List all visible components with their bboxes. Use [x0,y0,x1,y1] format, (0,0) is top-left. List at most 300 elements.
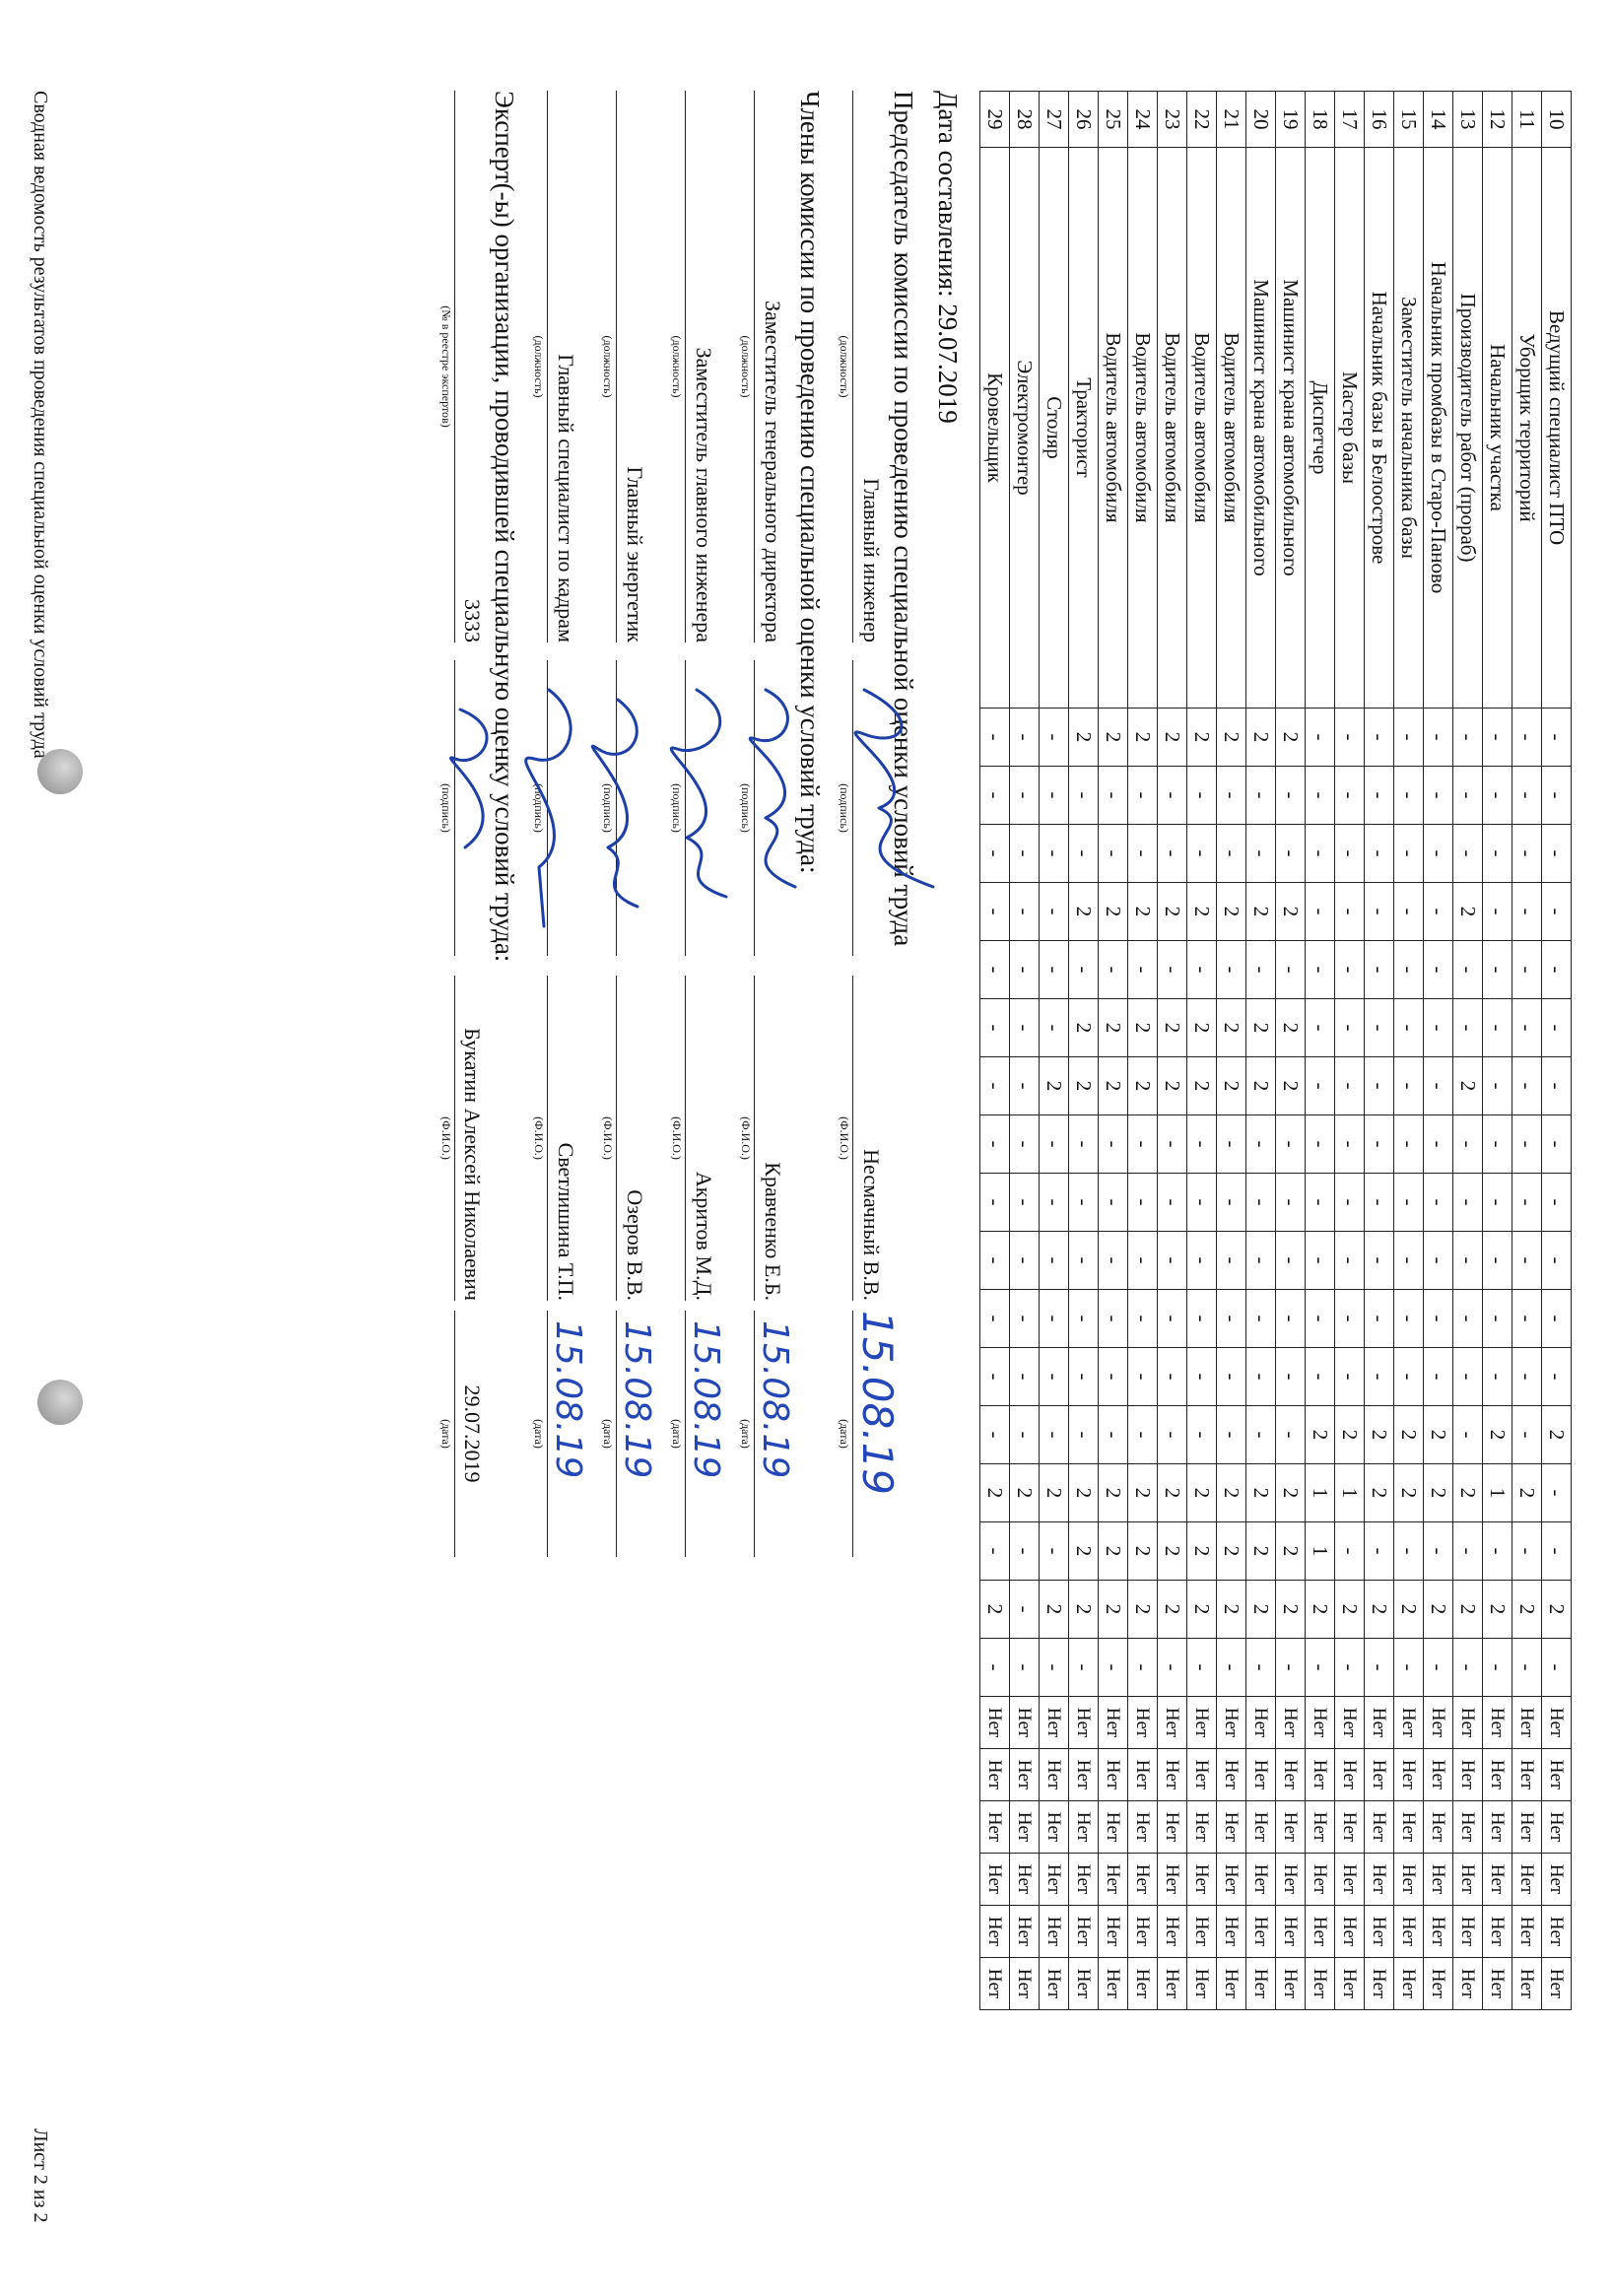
factor-class-cell: - [1365,1115,1394,1174]
guarantee-cell: Нет [1187,1749,1217,1801]
caption-position: (должность) [670,335,684,398]
factor-class-cell: 2 [1128,1522,1158,1581]
guarantee-cell: Нет [1217,1801,1246,1854]
guarantee-cell: Нет [1542,1906,1572,1958]
factor-class-cell: - [1483,767,1512,825]
guarantee-cell: Нет [1246,1801,1276,1854]
chairman-fio: Несмачный В.В. [859,1149,884,1301]
row-number: 22 [1187,92,1217,148]
factor-class-cell: 2 [1217,1522,1246,1581]
factor-class-cell: 2 [1069,709,1099,767]
guarantee-cell: Нет [1040,1958,1069,2010]
member-date: 15.08.19 [755,1320,795,1479]
workplace-name: Столяр [1040,148,1069,709]
member-fio: Озеров В.В. [623,1189,647,1301]
guarantee-cell: Нет [1276,1958,1306,2010]
guarantee-cell: Нет [1069,1801,1099,1854]
factor-class-cell: - [1246,941,1276,999]
guarantee-cell: Нет [1453,1906,1483,1958]
factor-class-cell: - [1217,1348,1246,1406]
guarantee-cell: Нет [1453,1749,1483,1801]
caption-fio: (Ф.И.О.) [739,1116,753,1160]
factor-class-cell: - [1306,709,1335,767]
factor-class-cell: - [1217,1174,1246,1232]
factor-class-cell: - [1306,825,1335,883]
factor-class-cell: - [1483,1290,1512,1348]
guarantee-cell: Нет [1424,1801,1453,1854]
factor-class-cell: - [1128,1639,1158,1697]
factor-class-cell: - [1069,1290,1099,1348]
member-date: 15.08.19 [617,1320,657,1479]
guarantee-cell: Нет [1010,1697,1040,1749]
guarantee-cell: Нет [1453,1854,1483,1906]
row-number: 13 [1453,92,1483,148]
factor-class-cell: 2 [1365,1406,1394,1464]
factor-class-cell: - [1246,1348,1276,1406]
row-number: 15 [1394,92,1424,148]
caption-fio: (Ф.И.О.) [532,1116,546,1160]
factor-class-cell: - [1276,1290,1306,1348]
caption-signature: (подпись) [838,783,851,833]
factor-class-cell: 2 [1099,999,1128,1057]
guarantee-cell: Нет [1246,1906,1276,1958]
factor-class-cell: 2 [1187,1522,1217,1581]
factor-class-cell: 2 [1394,1406,1424,1464]
factor-class-cell: - [1306,1348,1335,1406]
guarantee-cell: Нет [1365,1697,1394,1749]
factor-class-cell: - [1246,1174,1276,1232]
factor-class-cell: - [1365,1639,1394,1697]
factor-class-cell: 2 [1187,1057,1217,1115]
factor-class-cell: - [1040,883,1069,941]
row-number: 12 [1483,92,1512,148]
workplace-name: Начальник участка [1483,148,1512,709]
factor-class-cell: 2 [1424,1581,1453,1639]
row-number: 17 [1335,92,1365,148]
factor-class-cell: - [1542,883,1572,941]
factor-class-cell: - [1365,1057,1394,1115]
factor-class-cell: - [1158,1406,1187,1464]
factor-class-cell: - [1128,1348,1158,1406]
row-number: 29 [980,92,1010,148]
member-position: Заместитель главного инженера [692,347,716,642]
factor-class-cell: - [1217,1115,1246,1174]
factor-class-cell: - [1128,1174,1158,1232]
factor-class-cell: - [1276,825,1306,883]
factor-class-cell: - [1365,767,1394,825]
factor-class-cell: - [1335,1290,1365,1348]
factor-class-cell: - [980,709,1010,767]
factor-class-cell: - [980,767,1010,825]
row-number: 20 [1246,92,1276,148]
factor-class-cell: - [1453,1522,1483,1581]
guarantee-cell: Нет [1394,1801,1424,1854]
workplace-name: Водитель автомобиля [1158,148,1187,709]
row-number: 27 [1040,92,1069,148]
guarantee-cell: Нет [1099,1697,1128,1749]
factor-class-cell: - [980,1290,1010,1348]
factor-class-cell: - [1099,1290,1128,1348]
factor-class-cell: - [1099,1115,1128,1174]
factor-class-cell: - [1453,1174,1483,1232]
factor-class-cell: 2 [1158,1057,1187,1115]
guarantee-cell: Нет [1128,1854,1158,1906]
row-number: 25 [1099,92,1128,148]
factor-class-cell: - [1453,1115,1483,1174]
factor-class-cell: - [1010,1639,1040,1697]
factor-class-cell: 2 [1187,1581,1217,1639]
factor-class-cell: - [1099,941,1128,999]
factor-class-cell: - [1542,1290,1572,1348]
guarantee-cell: Нет [1365,1854,1394,1906]
factor-class-cell: - [1424,999,1453,1057]
factor-class-cell: - [1542,1639,1572,1697]
factor-class-cell: - [1069,1115,1099,1174]
guarantee-cell: Нет [1128,1958,1158,2010]
guarantee-cell: Нет [1158,1801,1187,1854]
factor-class-cell: - [1335,1522,1365,1581]
factor-class-cell: - [1306,1057,1335,1115]
factor-class-cell: 2 [1246,709,1276,767]
factor-class-cell: 2 [1128,999,1158,1057]
factor-class-cell: - [1512,1057,1542,1115]
guarantee-cell: Нет [1128,1697,1158,1749]
factor-class-cell: - [1512,941,1542,999]
guarantee-cell: Нет [1246,1697,1276,1749]
factor-class-cell: - [1512,883,1542,941]
chairman-heading: Председатель комиссии по проведению специальной оценки условий труда [889,91,918,947]
workplace-name: Начальник базы в Белоострове [1365,148,1394,709]
factor-class-cell: - [1512,1174,1542,1232]
factor-class-cell: - [1069,1174,1099,1232]
guarantee-cell: Нет [1158,1906,1187,1958]
factor-class-cell: - [1187,1290,1217,1348]
factor-class-cell: 2 [1276,709,1306,767]
factor-class-cell: - [1010,709,1040,767]
workplace-name: Машинист крана автомобильного [1246,148,1276,709]
guarantee-cell: Нет [1306,1958,1335,2010]
factor-class-cell: 2 [1040,1464,1069,1522]
guarantee-cell: Нет [1099,1958,1128,2010]
factor-class-cell: - [1542,1232,1572,1290]
factor-class-cell: - [1276,941,1306,999]
factor-class-cell: - [1246,1115,1276,1174]
factor-class-cell: - [1128,1406,1158,1464]
guarantee-cell: Нет [1069,1906,1099,1958]
chairman-position: Главный инженер [859,478,884,642]
member-date: 15.08.19 [548,1320,588,1479]
factor-class-cell: - [1158,941,1187,999]
guarantee-cell: Нет [1542,1958,1572,2010]
factor-class-cell: - [1306,1232,1335,1290]
factor-class-cell: - [1040,1406,1069,1464]
row-number: 19 [1276,92,1306,148]
factor-class-cell: - [1483,999,1512,1057]
factor-class-cell: - [1040,825,1069,883]
factor-class-cell: - [1158,1174,1187,1232]
guarantee-cell: Нет [1010,1854,1040,1906]
factor-class-cell: - [1128,1115,1158,1174]
guarantee-cell: Нет [980,1906,1010,1958]
factor-class-cell: 2 [1512,1464,1542,1522]
workplace-name: Начальник промбазы в Старо-Паново [1424,148,1453,709]
factor-class-cell: - [1010,1348,1040,1406]
factor-class-cell: - [1365,709,1394,767]
guarantee-cell: Нет [1483,1854,1512,1906]
factor-class-cell: 2 [1128,1581,1158,1639]
guarantee-cell: Нет [1512,1854,1542,1906]
factor-class-cell: 2 [1099,1464,1128,1522]
factor-class-cell: 2 [1394,1464,1424,1522]
member-position: Главный энергетик [623,466,647,642]
guarantee-cell: Нет [1365,1906,1394,1958]
guarantee-cell: Нет [1306,1854,1335,1906]
factor-class-cell: 2 [1483,1406,1512,1464]
factor-class-cell: 2 [1335,1581,1365,1639]
guarantee-cell: Нет [1010,1801,1040,1854]
factor-class-cell: 2 [1276,1522,1306,1581]
factor-class-cell: - [1453,767,1483,825]
factor-class-cell: 2 [1040,1581,1069,1639]
guarantee-cell: Нет [1010,1749,1040,1801]
workplace-name: Диспетчер [1306,148,1335,709]
factor-class-cell: - [1542,1348,1572,1406]
caption-fio: (Ф.И.О.) [670,1116,684,1160]
factor-class-cell: - [1365,1232,1394,1290]
factor-class-cell: - [1335,1232,1365,1290]
factor-class-cell: - [980,825,1010,883]
factor-class-cell: - [1040,1232,1069,1290]
guarantee-cell: Нет [1453,1697,1483,1749]
guarantee-cell: Нет [1187,1854,1217,1906]
factor-class-cell: - [1276,1232,1306,1290]
guarantee-cell: Нет [980,1958,1010,2010]
factor-class-cell: - [1187,1406,1217,1464]
guarantee-cell: Нет [1217,1749,1246,1801]
caption-position: (должность) [601,335,615,398]
guarantee-cell: Нет [1365,1958,1394,2010]
factor-class-cell: - [1158,1290,1187,1348]
guarantee-cell: Нет [1069,1749,1099,1801]
guarantee-cell: Нет [1424,1749,1453,1801]
factor-class-cell: - [1394,883,1424,941]
factor-class-cell: - [1276,1639,1306,1697]
guarantee-cell: Нет [1069,1958,1099,2010]
guarantee-cell: Нет [1246,1749,1276,1801]
guarantee-cell: Нет [1394,1854,1424,1906]
factor-class-cell: 2 [980,1581,1010,1639]
factor-class-cell: - [1158,767,1187,825]
factor-class-cell: - [1069,767,1099,825]
caption-fio: (Ф.И.О.) [439,1116,453,1160]
guarantee-cell: Нет [1512,1749,1542,1801]
guarantee-cell: Нет [1394,1697,1424,1749]
row-number: 23 [1158,92,1187,148]
workplace-name: Водитель автомобиля [1187,148,1217,709]
factor-class-cell: - [1040,941,1069,999]
caption-date: (дата) [532,1419,546,1449]
caption-date: (дата) [670,1419,684,1449]
factor-class-cell: 2 [1158,1464,1187,1522]
guarantee-cell: Нет [1542,1801,1572,1854]
expert-signature [451,709,488,847]
caption-fio: (Ф.И.О.) [838,1116,851,1160]
factor-class-cell: - [1542,825,1572,883]
factor-class-cell: - [1010,1581,1040,1639]
factor-class-cell: 2 [1069,1464,1099,1522]
guarantee-cell: Нет [1069,1697,1099,1749]
factor-class-cell: - [1365,1174,1394,1232]
factor-class-cell: - [1335,1639,1365,1697]
factor-class-cell: - [1542,1057,1572,1115]
factor-class-cell: - [1187,1115,1217,1174]
guarantee-cell: Нет [1394,1958,1424,2010]
factor-class-cell: - [1394,999,1424,1057]
factor-class-cell: - [1246,825,1276,883]
factor-class-cell: 2 [1217,1057,1246,1115]
factor-class-cell: - [1040,1348,1069,1406]
caption-signature: (подпись) [532,783,546,833]
caption-position: (должность) [532,335,546,398]
factor-class-cell: - [1069,1232,1099,1290]
factor-class-cell: 2 [1128,883,1158,941]
factor-class-cell: 2 [1010,1464,1040,1522]
factor-class-cell: - [1040,1290,1069,1348]
factor-class-cell: - [1424,1639,1453,1697]
factor-class-cell: - [1483,1115,1512,1174]
factor-class-cell: - [1453,1232,1483,1290]
footer-title: Сводная ведомость результатов проведения специальной оценки условий труда [30,91,51,759]
factor-class-cell: - [1483,883,1512,941]
factor-class-cell: 2 [1453,1057,1483,1115]
factor-class-cell: - [1394,1290,1424,1348]
guarantee-cell: Нет [1158,1697,1187,1749]
factor-class-cell: - [1335,1057,1365,1115]
factor-class-cell: - [1512,1348,1542,1406]
factor-class-cell: - [1424,709,1453,767]
members-heading: Члены комиссии по проведению специальной оценки условий труда: [795,91,825,874]
factor-class-cell: 2 [1099,1581,1128,1639]
guarantee-cell: Нет [1158,1749,1187,1801]
factor-class-cell: - [1010,999,1040,1057]
expert-fio: Букатин Алексей Николаевич [460,1028,485,1301]
factor-class-cell: 2 [1246,1522,1276,1581]
factor-class-cell: - [1069,1639,1099,1697]
factor-class-cell: 2 [1217,709,1246,767]
factor-class-cell: - [1158,825,1187,883]
workplace-name: Ведущий специалист ПТО [1542,148,1572,709]
factor-class-cell: - [1187,1174,1217,1232]
factor-class-cell: 1 [1306,1522,1335,1581]
factor-class-cell: - [1010,941,1040,999]
member-signature [671,690,726,897]
member-signature [750,690,795,887]
row-number: 18 [1306,92,1335,148]
guarantee-cell: Нет [1335,1749,1365,1801]
guarantee-cell: Нет [1128,1906,1158,1958]
guarantee-cell: Нет [1099,1801,1128,1854]
factor-class-cell: - [1512,825,1542,883]
factor-class-cell: 2 [1217,883,1246,941]
expert-registry-no: 3333 [460,599,485,642]
factor-class-cell: - [980,999,1010,1057]
factor-class-cell: - [1365,1348,1394,1406]
factor-class-cell: - [1069,825,1099,883]
member-signature [592,700,638,907]
factor-class-cell: - [1158,1348,1187,1406]
guarantee-cell: Нет [1512,1958,1542,2010]
factor-class-cell: - [1010,767,1040,825]
factor-class-cell: - [1483,1639,1512,1697]
factor-class-cell: - [1453,1639,1483,1697]
factor-class-cell: - [1512,1232,1542,1290]
factor-class-cell: 2 [1069,1581,1099,1639]
guarantee-cell: Нет [1365,1749,1394,1801]
workplace-name: Кровельщик [980,148,1010,709]
chairman-signature [855,690,933,887]
expert-heading: Эксперт(-ы) организации, проводившей специальную оценку условий труда: [490,91,519,963]
factor-class-cell: - [980,1057,1010,1115]
factor-class-cell: - [1453,999,1483,1057]
factor-class-cell: - [1276,767,1306,825]
guarantee-cell: Нет [1217,1958,1246,2010]
factor-class-cell: 2 [1099,709,1128,767]
factor-class-cell: 2 [1128,1057,1158,1115]
factor-class-cell: - [1394,941,1424,999]
factor-class-cell: - [1394,1232,1424,1290]
factor-class-cell: - [1040,1115,1069,1174]
factor-class-cell: 2 [1187,883,1217,941]
guarantee-cell: Нет [1010,1906,1040,1958]
factor-class-cell: 2 [1069,883,1099,941]
guarantee-cell: Нет [1069,1854,1099,1906]
row-number: 16 [1365,92,1394,148]
factor-class-cell: - [1453,1290,1483,1348]
factor-class-cell: - [1335,709,1365,767]
factor-class-cell: - [1394,1115,1424,1174]
guarantee-cell: Нет [1335,1906,1365,1958]
guarantee-cell: Нет [1040,1801,1069,1854]
factor-class-cell: 2 [1365,1581,1394,1639]
caption-date: (дата) [439,1419,453,1449]
factor-class-cell: 2 [1542,1581,1572,1639]
factor-class-cell: - [980,1522,1010,1581]
factor-class-cell: - [1335,825,1365,883]
guarantee-cell: Нет [1040,1749,1069,1801]
guarantee-cell: Нет [1187,1906,1217,1958]
factor-class-cell: - [1512,999,1542,1057]
caption-signature: (подпись) [439,783,453,833]
factor-class-cell: - [1099,825,1128,883]
factor-class-cell: 2 [1246,1057,1276,1115]
guarantee-cell: Нет [1276,1854,1306,1906]
factor-class-cell: 2 [1040,1057,1069,1115]
row-number: 21 [1217,92,1246,148]
factor-class-cell: - [1394,1522,1424,1581]
factor-class-cell: - [1187,825,1217,883]
factor-class-cell: 2 [1158,1522,1187,1581]
workplace-name: Электромонтер [1010,148,1040,709]
guarantee-cell: Нет [1040,1906,1069,1958]
factor-class-cell: - [1010,1232,1040,1290]
guarantee-cell: Нет [1512,1906,1542,1958]
factor-class-cell: - [1276,1348,1306,1406]
member-date: 15.08.19 [686,1320,726,1479]
factor-class-cell: - [1217,1290,1246,1348]
factor-class-cell: - [1335,941,1365,999]
factor-class-cell: - [1187,941,1217,999]
guarantee-cell: Нет [1542,1749,1572,1801]
